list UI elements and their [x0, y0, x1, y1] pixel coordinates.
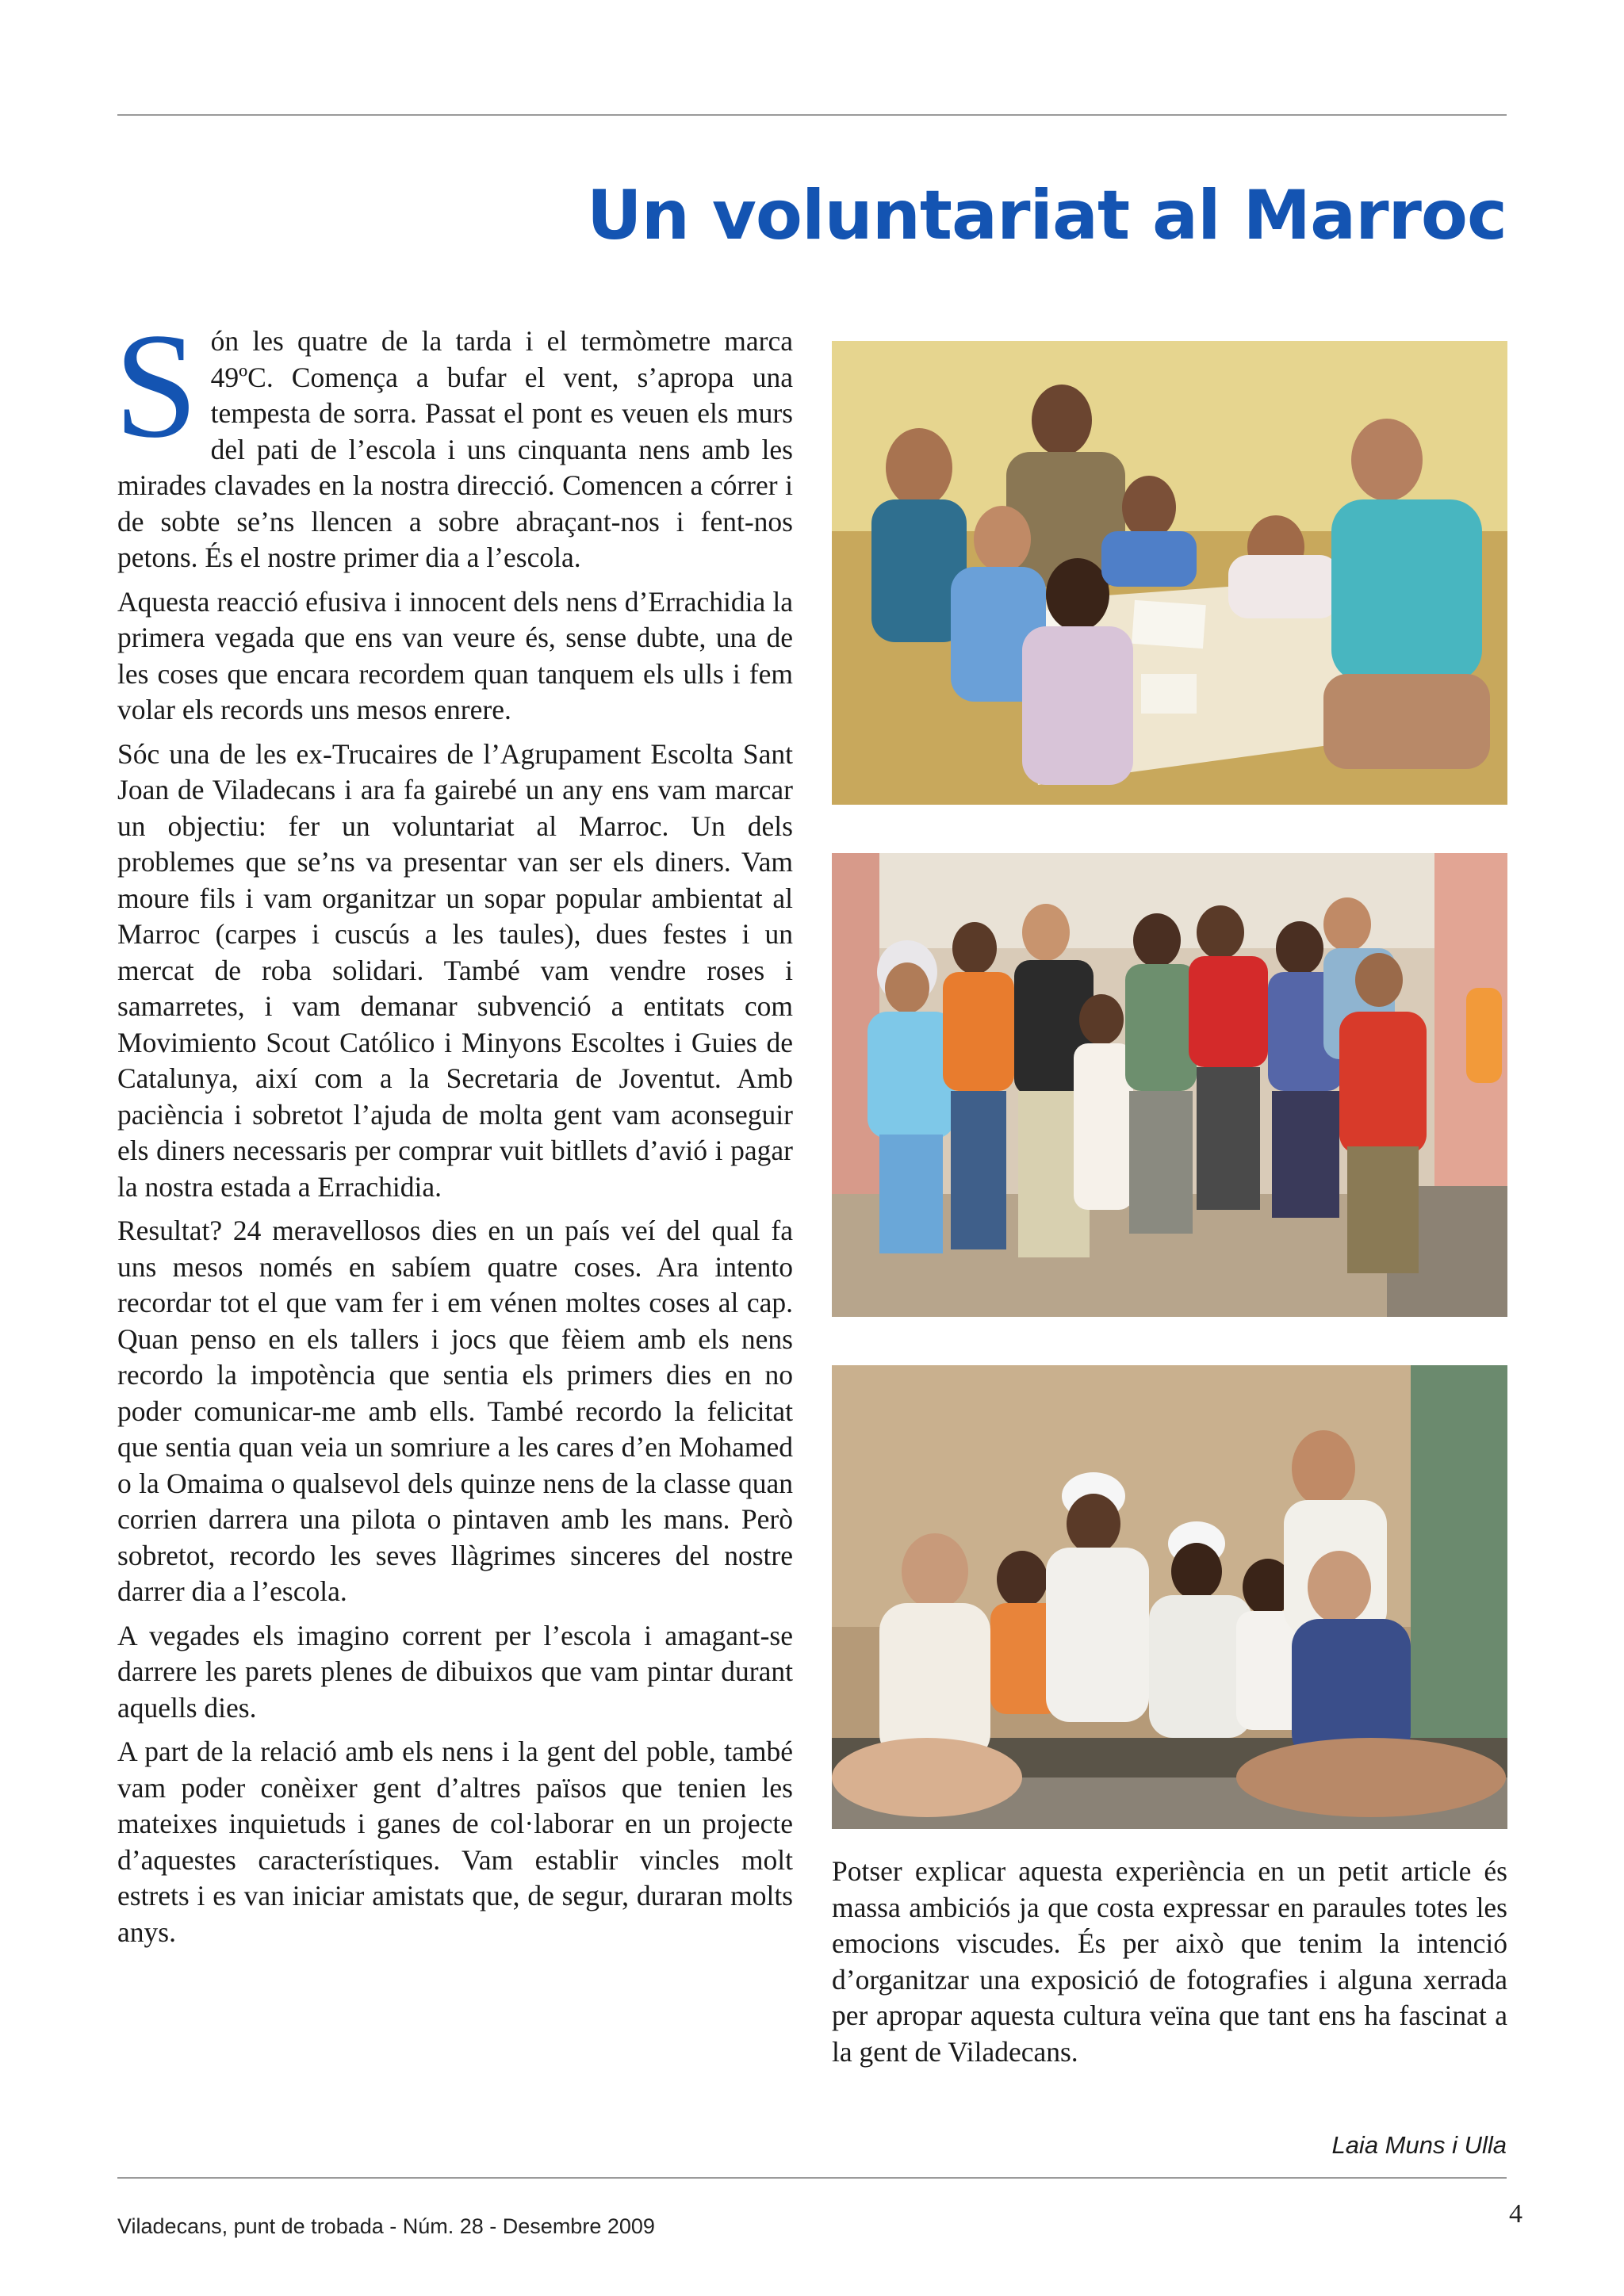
paragraph-1	[114, 303, 793, 576]
paragraph-1-text: ón les quatre de la tarda i el termòmetre marca 49ºC. Comença a bufar el vent, s’apropa una tempesta de sorra. Passat el pont es veuen els murs del pati de l’escola i uns cinquanta nens amb les mirades clavades en la nostra direcció. Comencen a córrer i de sobte se’ns llencen a sobre abraçant-nos i fent-nos petons. És el nostre primer dia a l’escola.	[117, 325, 793, 573]
top-rule	[117, 114, 1507, 116]
article-author: Laia Muns i Ulla	[1331, 2131, 1507, 2159]
footer-publication: Viladecans, punt de trobada - Núm. 28 - Desembre 2009	[117, 2214, 655, 2238]
article-body-left	[114, 303, 793, 1958]
paragraph-7: Potser explicar aquesta experiència en un petit article és massa ambiciós ja que costa expressar en paraules totes les emocions viscudes. És per això que tenim la intenció d’organitzar una exposició de fotografies i alguna xerrada per apropar aquesta cultura veïna que tant ens ha fascinat a la gent de Viladecans.	[832, 1855, 1507, 2068]
photo-group-children	[832, 853, 1507, 1317]
drop-cap: S	[114, 303, 198, 469]
paragraph-6: A part de la relació amb els nens i la gent del poble, també vam poder conèixer gent d’altres països que tenien les mateixes inquietuds i ganes de col·laborar en un projecte d’aquestes característiques. Vam establir vincles molt estrets i es van iniciar amistats que, de segur, duraran molts anys.	[117, 1735, 793, 1948]
paragraph-2: Aquesta reacció efusiva i innocent dels nens d’Errachidia la primera vegada que ens van veure és, sense dubte, una de les coses que encara recordem quan tanquem els ulls i fem volar els records uns mesos enrere.	[117, 585, 793, 725]
paragraph-4: Resultat? 24 meravellosos dies en un país veí del qual fa uns mesos només en sabíem quatre coses. Ara intento recordar tot el que vam fer i em vénen moltes coses al cap. Quan penso en els tallers i jocs que fèiem amb els nens recordo la impotència que sentia els primers dies en no poder comunicar-me amb ells. També recordo la felicitat que sentia quan veia un somriure a les cares d’en Mohamed o la Omaima o qualsevol dels quinze nens de la classe quan corrien darrera una pilota o pintaven amb les mans. Però sobretot, recordo les seves llàgrimes sinceres del nostre darrer dia a l’escola.	[117, 1215, 793, 1607]
article-title: Un voluntariat al Marroc	[586, 176, 1507, 255]
paragraph-5: A vegades els imagino corrent per l’escola i amagant-se darrere les parets plenes de dibuixos que vam pintar durant aquells dies.	[117, 1619, 793, 1724]
paragraph-3: Sóc una de les ex-Trucaires de l’Agrupament Escolta Sant Joan de Viladecans i ara fa gairebé un any ens vam marcar un objectiu: fer un voluntariat al Marroc. Un dels problemes que se’ns va presentar van ser els diners. Vam moure fils i vam organitzar un sopar popular ambientat al Marroc (carpes i cuscús a les taules), dues festes i un mercat de roba solidari. També vam vendre roses i samarretes, i vam demanar subvenció a entitats com Movimiento Scout Católico i Minyons Escoltes i Guies de Catalunya, així com a la Secretaria de Joventut. Amb paciència i sobretot l’ajuda de molta gent vam aconseguir els diners necessaris per comprar vuit bitllets d’avió i pagar la nostra estada a Errachidia.	[117, 737, 793, 1203]
photo-seated-group	[832, 1365, 1507, 1829]
bottom-rule	[117, 2177, 1507, 2179]
page-number: 4	[1509, 2199, 1522, 2229]
photo-classroom	[832, 341, 1507, 805]
article-body-right	[832, 1854, 1507, 2070]
